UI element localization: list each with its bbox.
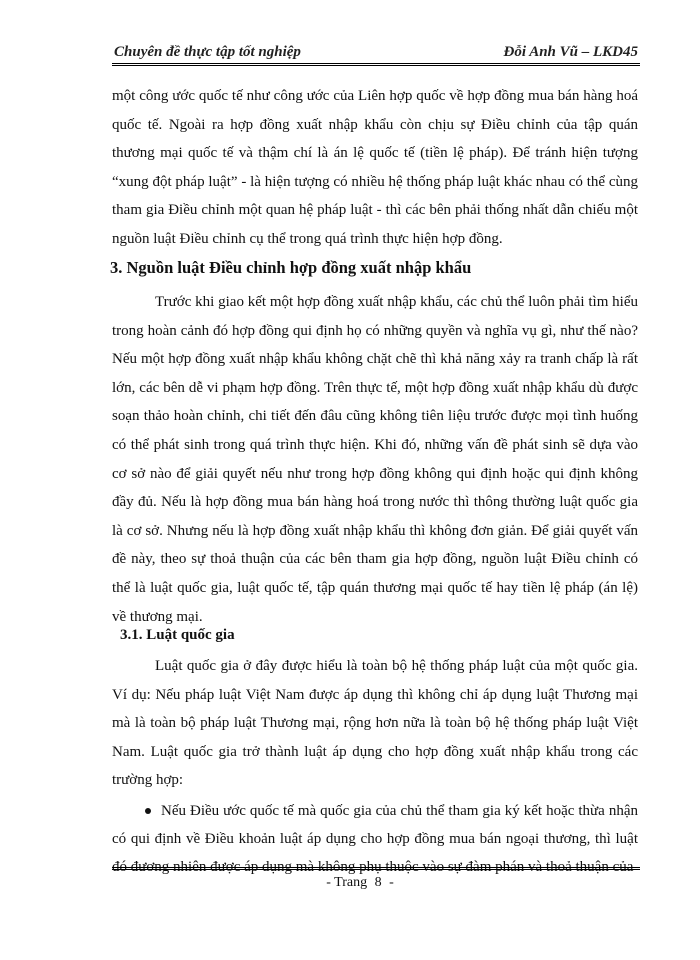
header-divider <box>112 63 640 66</box>
section-heading: 3. Nguồn luật Điều chỉnh hợp đồng xuất nhập khẩu <box>110 258 472 277</box>
paragraph-intro: một công ước quốc tế như công ước của Liên hợp quốc về hợp đồng mua bán hàng hoá quốc tế. Ngoài ra hợp đồng xuất nhập khẩu còn chịu sự Điều chỉnh của tập quán thương mại quốc tế và thậm chí là án lệ quốc tế (tiền lệ pháp). Để tránh hiện tượng “xung đột pháp luật” - là hiện tượng có nhiều hệ thống pháp luật khác nhau có thể cùng tham gia Điều chỉnh một quan hệ pháp luật - thì các bên phải thống nhất dẫn chiếu một nguồn luật Điều chỉnh cụ thể trong quá trình thực hiện hợp đồng. <box>112 88 638 247</box>
header-document-title: Chuyên đề thực tập tốt nghiệp <box>114 44 301 60</box>
footer-suffix: - <box>389 875 394 890</box>
bullet-icon <box>145 808 151 814</box>
footer-page-label: - Trang <box>326 875 368 890</box>
paragraph-section-body: Trước khi giao kết một hợp đồng xuất nhập khẩu, các chủ thể luôn phải tìm hiểu trong hoàn cảnh đó hợp đồng qui định họ có những quyền và nghĩa vụ gì, như thế nào? Nếu một hợp đồng xuất nhập khẩu không chặt chẽ thì khả năng xảy ra tranh chấp là rất lớn, các bên dễ vi phạm hợp đồng. Trên thực tế, một hợp đồng xuất nhập khẩu dù được soạn thảo hoàn chỉnh, chi tiết đến đâu cũng không tiên liệu trước được mọi tình huống có thể phát sinh trong quá trình thực hiện. Khi đó, những vấn đề phát sinh sẽ dựa vào cơ sở nào để giải quyết nếu như trong hợp đồng không qui định hoặc qui định không đầy đủ. Nếu là hợp đồng mua bán hàng hoá trong nước thì thông thường luật quốc gia là cơ sở. Nhưng nếu là hợp đồng xuất nhập khẩu thì không đơn giản. Để giải quyết vấn đề này, theo sự thoả thuận của các bên tham gia hợp đồng, nguồn luật Điều chỉnh có thể là luật quốc gia, luật quốc tế, tập quán thương mại quốc tế hay tiền lệ pháp (án lệ) về thương mại. <box>112 294 638 625</box>
subsection-heading: 3.1. Luật quốc gia <box>120 627 235 643</box>
bullet-text: Nếu Điều ước quốc tế mà quốc gia của chủ thể tham gia ký kết hoặc thừa nhận có qui định về Điều khoản luật áp dụng cho hợp đồng mua bán ngoại thương, thì luật đó đương nhiên được áp dụng mà không phụ thuộc vào sự đàm phán và thoả thuận của <box>112 803 638 875</box>
page-header <box>112 40 638 64</box>
footer-divider <box>112 867 640 870</box>
footer-page-number: 8 <box>374 875 382 890</box>
page-footer <box>0 875 700 891</box>
paragraph-national-law: Luật quốc gia ở đây được hiểu là toàn bộ hệ thống pháp luật của một quốc gia. Ví dụ: Nếu pháp luật Việt Nam được áp dụng thì không chỉ áp dụng luật Thương mại mà là toàn bộ pháp luật Thương mại, rộng hơn nữa là toàn bộ hệ thống pháp luật Việt Nam. Luật quốc gia trở thành luật áp dụng cho hợp đồng xuất nhập khẩu trong các trường hợp: <box>112 658 638 789</box>
header-author: Đỗi Anh Vũ – LKD45 <box>503 44 638 60</box>
